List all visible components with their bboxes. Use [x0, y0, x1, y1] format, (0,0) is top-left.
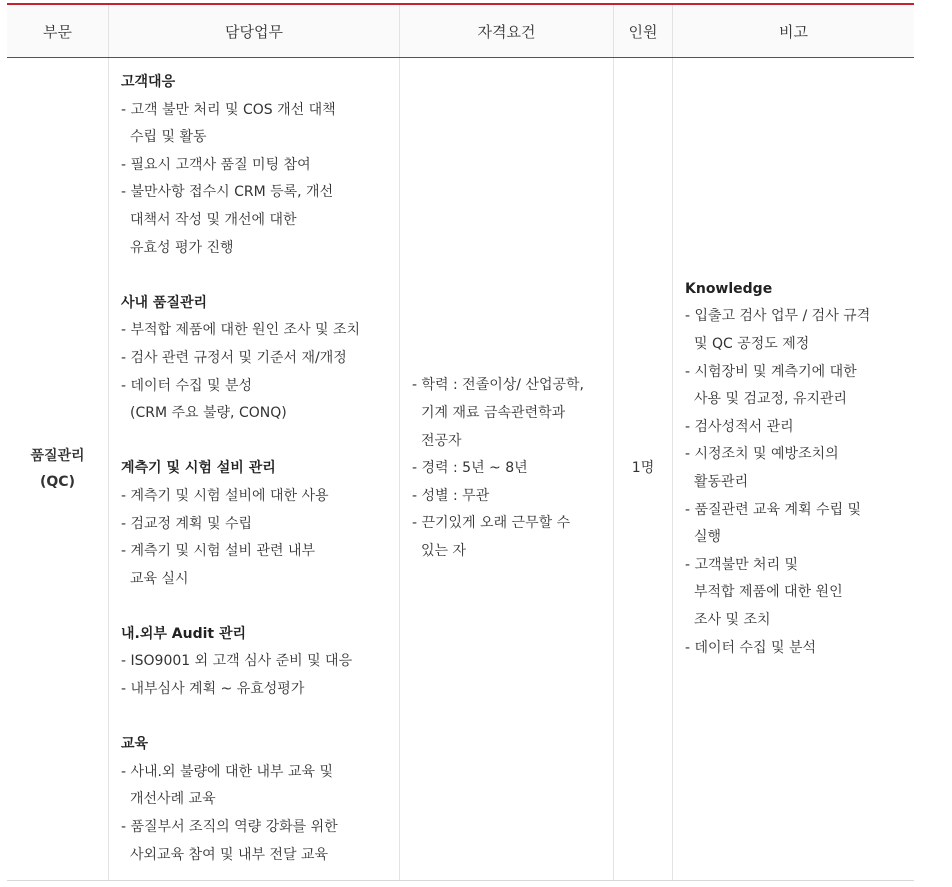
duty-item: - 사내.외 불량에 대한 내부 교육 및 개선사례 교육 [121, 763, 334, 808]
remark-item: - 고객불만 처리 및 부적합 제품에 대한 원인 조사 및 조치 [685, 556, 843, 628]
duty-item: - 품질부서 조직의 역량 강화를 위한 사외교육 참여 및 내부 전달 교육 [121, 819, 338, 863]
qualification-item: - 성별 : 무관 [412, 487, 490, 504]
duty-item: - ISO9001 외 고객 심사 준비 및 대응 [121, 653, 353, 670]
recruitment-table [7, 3, 914, 881]
duties-cell [108, 58, 399, 880]
qualification-item: - 끈기있게 오래 근무할 수 있는 자 [412, 515, 571, 559]
duty-item: - 필요시 고객사 품질 미팅 참여 [121, 156, 311, 173]
duty-item: - 데이터 수집 및 분성 (CRM 주요 불량, CONQ) [121, 377, 287, 422]
duty-section-title: 내.외부 Audit 관리 [121, 625, 247, 642]
header-duties: 담당업무 [108, 5, 399, 57]
duty-section-title: 고객대응 [121, 74, 176, 90]
remark-item: - 입출고 검사 업무 / 검사 규격 및 QC 공정도 제정 [685, 308, 871, 353]
dept-code: (QC) [40, 474, 75, 490]
duty-item: - 계측기 및 시험 설비 관련 내부 교육 실시 [121, 543, 316, 587]
qualification-item: - 학력 : 전졸이상/ 산업공학, 기계 재료 금속관련학과 전공자 [412, 377, 584, 449]
duty-item: - 계측기 및 시험 설비에 대한 사용 [121, 487, 329, 504]
remarks-title: Knowledge [685, 280, 773, 297]
headcount-value: 1명 [631, 460, 655, 477]
qualification-item: - 경력 : 5년 ~ 8년 [412, 460, 528, 477]
remark-item: - 데이터 수집 및 분석 [685, 639, 817, 656]
duty-item: - 내부심사 계획 ~ 유효성평가 [121, 681, 305, 698]
duty-item: - 고객 불만 처리 및 COS 개선 대책 수립 및 활동 [121, 101, 336, 146]
duty-item: - 검사 관련 규정서 및 기준서 재/개정 [121, 349, 347, 366]
dept-name: 품질관리 [30, 448, 85, 464]
duty-section-title: 계측기 및 시험 설비 관리 [121, 460, 276, 477]
table-header-row [7, 5, 914, 58]
header-remarks: 비고 [672, 5, 914, 57]
remark-item: - 검사성적서 관리 [685, 418, 794, 435]
duty-item: - 불만사항 접수시 CRM 등록, 개선 대책서 작성 및 개선에 대한 유효성 평가 진행 [121, 184, 334, 256]
table-row [7, 58, 914, 880]
headcount-cell [613, 58, 672, 880]
header-headcount: 인원 [613, 5, 672, 57]
header-dept: 부문 [43, 22, 72, 41]
qualifications-cell [399, 58, 613, 880]
remark-item: - 시험장비 및 계측기에 대한 사용 및 검교정, 유지관리 [685, 363, 857, 408]
duty-item: - 부적합 제품에 대한 원인 조사 및 조치 [121, 322, 361, 339]
duty-section-title: 교육 [121, 736, 149, 753]
duty-section-title: 사내 품질관리 [121, 294, 208, 311]
header-qualifications: 자격요건 [399, 5, 613, 57]
dept-cell [7, 58, 108, 880]
remark-item: - 품질관련 교육 계획 수립 및 실행 [685, 501, 862, 546]
duty-item: - 검교정 계획 및 수립 [121, 515, 253, 532]
remarks-cell [672, 58, 914, 880]
remark-item: - 시정조치 및 예방조치의 활동관리 [685, 446, 839, 490]
